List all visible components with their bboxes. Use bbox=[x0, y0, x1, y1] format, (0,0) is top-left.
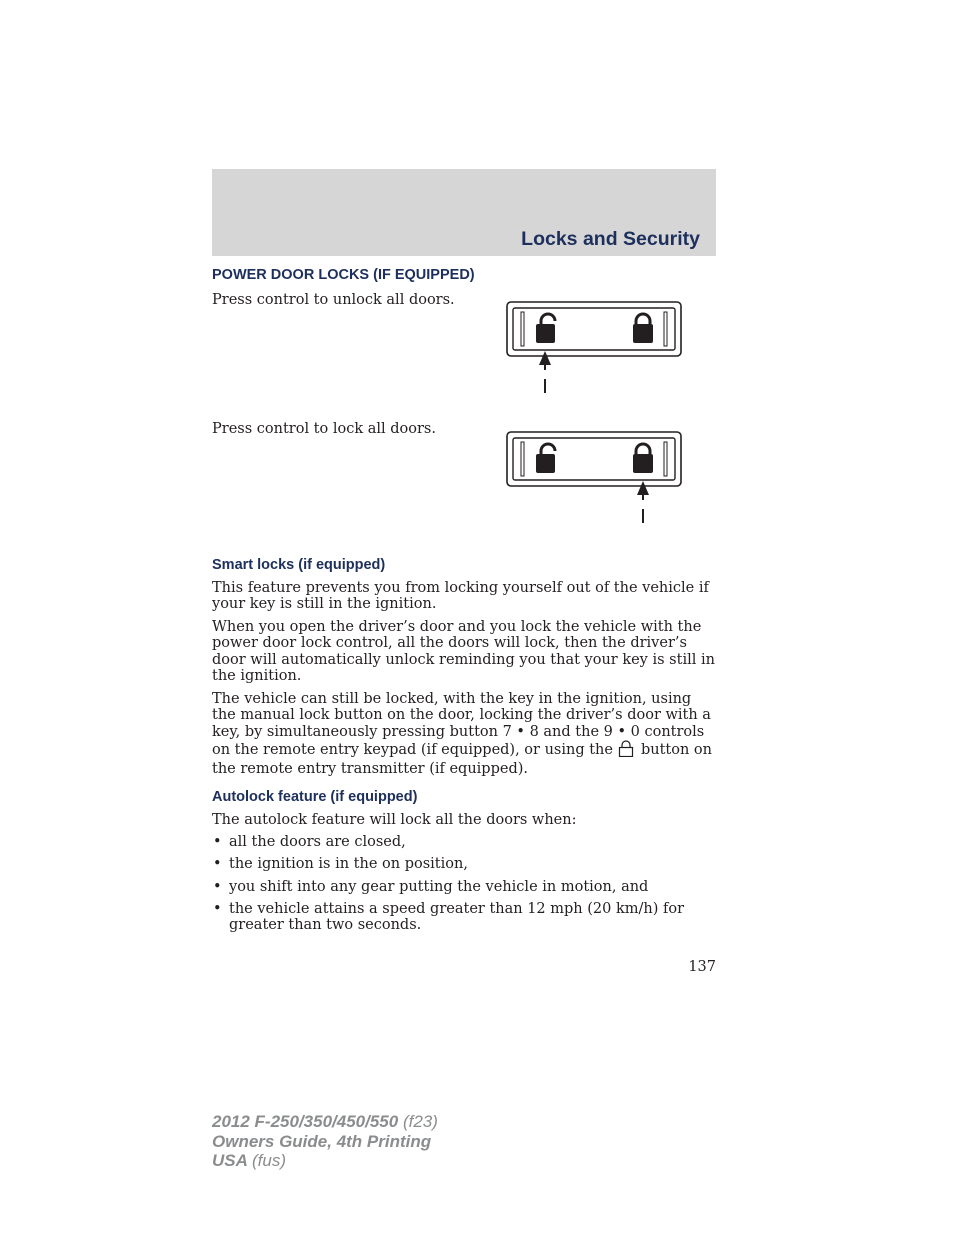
paragraph-text bbox=[212, 691, 717, 777]
footer-model-line bbox=[212, 1112, 438, 1132]
document-footer bbox=[212, 1112, 438, 1171]
bullet-dot: • bbox=[213, 834, 222, 850]
door-lock-switch-diagram bbox=[506, 301, 682, 396]
paragraph-text-part-2: button on the remote entry transmitter (if equipped). bbox=[212, 741, 713, 778]
bullet-dot: • bbox=[213, 856, 222, 873]
list-item-text: all the doors are closed, bbox=[229, 834, 406, 850]
list-item bbox=[212, 856, 717, 872]
autolock-bullet-list bbox=[212, 834, 717, 939]
smart-locks-heading: Smart locks (if equipped) bbox=[212, 557, 386, 573]
paragraph-text: This feature prevents you from locking yourself out of the vehicle if your key is still in the ignition. bbox=[212, 580, 709, 613]
footer-model: 2012 F-250/350/450/550 bbox=[212, 1112, 399, 1131]
footer-region-code: (fus) bbox=[252, 1151, 286, 1170]
autolock-intro: The autolock feature will lock all the doors when: bbox=[212, 812, 577, 828]
page-number: 137 bbox=[688, 959, 716, 975]
footer-region-line bbox=[212, 1151, 438, 1171]
list-item bbox=[212, 901, 717, 934]
bullet-dot: • bbox=[213, 900, 222, 917]
unlock-instruction: Press control to unlock all doors. bbox=[212, 292, 455, 308]
list-item-text: the ignition is in the on position, bbox=[229, 856, 468, 873]
power-door-locks-heading: POWER DOOR LOCKS (IF EQUIPPED) bbox=[212, 267, 475, 283]
bullet-dot: • bbox=[213, 878, 222, 895]
autolock-heading: Autolock feature (if equipped) bbox=[212, 789, 418, 805]
list-item bbox=[212, 834, 717, 850]
paragraph-text: When you open the driver’s door and you lock the vehicle with the power door lock control, all the doors will lock, then the driver’s door will automatically unlock reminding you that your key is still in the ignition. bbox=[212, 619, 715, 684]
list-item-text: you shift into any gear putting the vehicle in motion, and bbox=[229, 878, 649, 895]
unlock-switch-illustration bbox=[506, 301, 682, 357]
smart-locks-paragraph-1 bbox=[212, 580, 717, 613]
section-header-band bbox=[212, 169, 716, 256]
lock-instruction: Press control to lock all doors. bbox=[212, 421, 436, 437]
lock-outline-icon bbox=[617, 740, 635, 761]
footer-guide: Owners Guide, 4th Printing bbox=[212, 1131, 432, 1151]
lock-switch-illustration bbox=[506, 431, 682, 487]
section-title: Locks and Security bbox=[521, 228, 700, 250]
list-item bbox=[212, 879, 717, 895]
footer-region: USA bbox=[212, 1151, 248, 1170]
smart-locks-paragraph-3 bbox=[212, 691, 717, 777]
arrow-up-icon bbox=[637, 481, 649, 523]
smart-locks-paragraph-2 bbox=[212, 619, 717, 684]
door-lock-switch-diagram bbox=[506, 431, 682, 526]
list-item-text: the vehicle attains a speed greater than 12 mph (20 km/h) for greater than two seconds. bbox=[229, 900, 685, 934]
arrow-up-icon bbox=[539, 351, 551, 393]
footer-model-code: (f23) bbox=[402, 1112, 438, 1131]
paragraph-text-part-1: The vehicle can still be locked, with the key in the ignition, using the manual lock button on the door, locking the driver’s door with a key, by simultaneously pressing button 7 • 8 and the 9 • 0 controls on the remote entry keypad (if equipped), or using the bbox=[212, 691, 711, 758]
